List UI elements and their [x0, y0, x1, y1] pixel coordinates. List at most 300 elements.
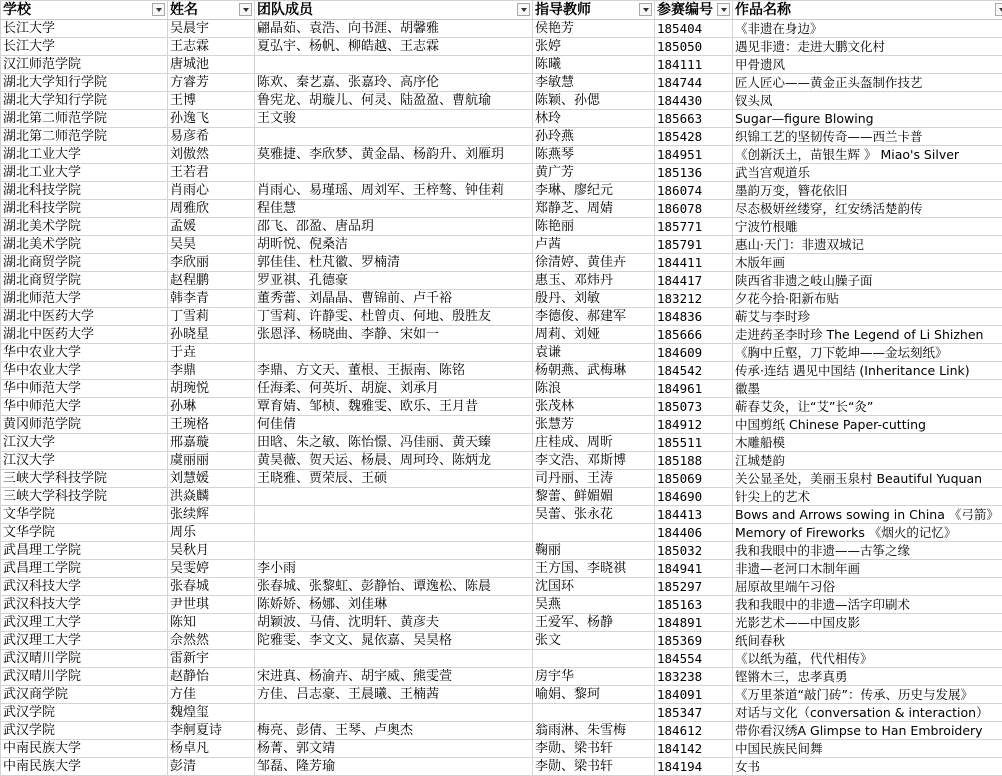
school-cell[interactable]: 湖北第二师范学院 [1, 110, 168, 128]
advisor-cell[interactable]: 司丹丽、王涛 [533, 470, 655, 488]
advisor-cell[interactable]: 王爱军、杨静 [533, 614, 655, 632]
name-cell[interactable]: 王琬格 [168, 416, 255, 434]
entry-id-cell[interactable]: 184411 [655, 254, 733, 272]
advisor-cell[interactable]: 李琳、廖纪元 [533, 182, 655, 200]
school-cell[interactable]: 湖北工业大学 [1, 164, 168, 182]
work-title-cell[interactable]: 织锦工艺的坚韧传奇——西兰卡普 [733, 128, 1002, 146]
entry-id-cell[interactable]: 185188 [655, 452, 733, 470]
table-row [1, 236, 1002, 254]
name-cell[interactable]: 方睿芳 [168, 74, 255, 92]
table-row [1, 704, 1002, 722]
table-row [1, 452, 1002, 470]
work-title-cell[interactable]: 陕西省非遗之岐山臊子面 [733, 272, 1002, 290]
team-cell[interactable]: 陈娇娇、杨娜、刘佳琳 [255, 596, 533, 614]
name-cell[interactable]: 易彦希 [168, 128, 255, 146]
entry-id-cell[interactable]: 184142 [655, 740, 733, 758]
team-cell[interactable]: 张恩泽、杨晓曲、李静、宋如一 [255, 326, 533, 344]
entry-id-cell[interactable]: 184542 [655, 362, 733, 380]
name-cell[interactable]: 刘慧媛 [168, 470, 255, 488]
table-row [1, 416, 1002, 434]
work-title-cell[interactable]: 光影艺术——中国皮影 [733, 614, 1002, 632]
entry-id-cell[interactable]: 184744 [655, 74, 733, 92]
advisor-cell[interactable]: 王方国、李晓祺 [533, 560, 655, 578]
entry-id-cell[interactable]: 184941 [655, 560, 733, 578]
table-row [1, 254, 1002, 272]
team-cell[interactable]: 夏弘宇、杨帆、柳皓越、王志霖 [255, 38, 533, 56]
name-cell[interactable]: 肖雨心 [168, 182, 255, 200]
filter-dropdown-icon[interactable] [517, 3, 530, 16]
advisor-cell[interactable]: 周莉、刘娅 [533, 326, 655, 344]
name-cell[interactable]: 邢嘉璇 [168, 434, 255, 452]
advisor-cell[interactable]: 吴蕾、张永花 [533, 506, 655, 524]
school-cell[interactable]: 武汉晴川学院 [1, 650, 168, 668]
entry-id-cell[interactable]: 184912 [655, 416, 733, 434]
advisor-cell[interactable]: 房宇华 [533, 668, 655, 686]
work-title-cell[interactable]: 木雕船模 [733, 434, 1002, 452]
work-title-cell[interactable]: 蕲艾与李时珍 [733, 308, 1002, 326]
entry-id-cell[interactable]: 185297 [655, 578, 733, 596]
school-cell[interactable]: 中南民族大学 [1, 758, 168, 776]
school-cell[interactable]: 武汉科技大学 [1, 578, 168, 596]
name-cell[interactable]: 吴晨宇 [168, 20, 255, 38]
team-cell[interactable]: 杨菁、郭文靖 [255, 740, 533, 758]
entry-id-cell[interactable]: 184891 [655, 614, 733, 632]
work-title-cell[interactable]: Memory of Fireworks 《烟火的记忆》 [733, 524, 1002, 542]
advisor-cell[interactable]: 林玲 [533, 110, 655, 128]
name-cell[interactable]: 张续辉 [168, 506, 255, 524]
table-row [1, 200, 1002, 218]
school-cell[interactable]: 湖北中医药大学 [1, 326, 168, 344]
header-label: 参赛编号 [657, 2, 713, 18]
school-cell[interactable]: 江汉大学 [1, 452, 168, 470]
school-cell[interactable]: 文华学院 [1, 506, 168, 524]
team-cell[interactable]: 邵飞、邵盈、唐品玥 [255, 218, 533, 236]
entry-id-cell[interactable]: 186078 [655, 200, 733, 218]
table-row [1, 38, 1002, 56]
column-header-team[interactable] [255, 1, 533, 20]
advisor-cell[interactable]: 侯艳芳 [533, 20, 655, 38]
advisor-cell[interactable]: 李勋、梁书轩 [533, 740, 655, 758]
team-cell[interactable] [255, 650, 533, 668]
table-row [1, 380, 1002, 398]
team-cell[interactable] [255, 506, 533, 524]
name-cell[interactable]: 孙琳 [168, 398, 255, 416]
advisor-cell[interactable]: 鞠丽 [533, 542, 655, 560]
entry-id-cell[interactable]: 185073 [655, 398, 733, 416]
entry-id-cell[interactable]: 185050 [655, 38, 733, 56]
table-row [1, 164, 1002, 182]
work-title-cell[interactable]: 关公显圣处，美丽玉泉村 Beautiful Yuquan [733, 470, 1002, 488]
work-title-cell[interactable]: 蕲春艾灸，让“艾”长“灸” [733, 398, 1002, 416]
team-cell[interactable]: 陀雅雯、李文文、晁依嘉、吴昊格 [255, 632, 533, 650]
entry-id-cell[interactable]: 185163 [655, 596, 733, 614]
table-row [1, 146, 1002, 164]
entry-id-cell[interactable]: 184194 [655, 758, 733, 776]
entry-id-cell[interactable]: 185404 [655, 20, 733, 38]
team-cell[interactable]: 任海柔、何英圻、胡旋、刘承月 [255, 380, 533, 398]
team-cell[interactable]: 罗亚祺、孔德豪 [255, 272, 533, 290]
team-cell[interactable]: 翩晶茹、袁浩、向书涯、胡馨雅 [255, 20, 533, 38]
name-cell[interactable]: 孟媛 [168, 218, 255, 236]
work-title-cell[interactable]: 中国剪纸 Chinese Paper-cutting [733, 416, 1002, 434]
advisor-cell[interactable]: 沈国环 [533, 578, 655, 596]
work-title-cell[interactable]: 纸间春秋 [733, 632, 1002, 650]
name-cell[interactable]: 赵静怡 [168, 668, 255, 686]
advisor-cell[interactable]: 李文浩、邓斯博 [533, 452, 655, 470]
entry-id-cell[interactable]: 185791 [655, 236, 733, 254]
school-cell[interactable]: 湖北工业大学 [1, 146, 168, 164]
name-cell[interactable]: 孙晓星 [168, 326, 255, 344]
name-cell[interactable]: 李鼎 [168, 362, 255, 380]
work-title-cell[interactable]: 墨韵万变，簪花依旧 [733, 182, 1002, 200]
work-title-cell[interactable]: 非遗—老河口木制年画 [733, 560, 1002, 578]
entry-id-cell[interactable]: 185369 [655, 632, 733, 650]
work-title-cell[interactable]: 徽墨 [733, 380, 1002, 398]
filter-dropdown-icon[interactable] [639, 3, 652, 16]
entry-id-cell[interactable]: 184836 [655, 308, 733, 326]
entry-id-cell[interactable]: 185032 [655, 542, 733, 560]
team-cell[interactable] [255, 488, 533, 506]
table-row [1, 362, 1002, 380]
team-cell[interactable] [255, 164, 533, 182]
team-cell[interactable]: 梅亮、彭倩、王琴、卢奥杰 [255, 722, 533, 740]
advisor-cell[interactable]: 喻娟、黎珂 [533, 686, 655, 704]
table-row [1, 272, 1002, 290]
work-title-cell[interactable]: 宁波竹根雕 [733, 218, 1002, 236]
name-cell[interactable]: 王若君 [168, 164, 255, 182]
name-cell[interactable]: 杨卓凡 [168, 740, 255, 758]
team-cell[interactable] [255, 344, 533, 362]
column-header-entry-id[interactable] [655, 1, 733, 20]
table-row [1, 740, 1002, 758]
name-cell[interactable]: 吴秋月 [168, 542, 255, 560]
work-title-cell[interactable]: 惠山·天门：非遗双城记 [733, 236, 1002, 254]
advisor-cell[interactable]: 庄桂成、周昕 [533, 434, 655, 452]
work-title-cell[interactable]: 钗头凤 [733, 92, 1002, 110]
advisor-cell[interactable]: 徐清婷、黄佳卉 [533, 254, 655, 272]
advisor-cell[interactable] [533, 524, 655, 542]
filter-dropdown-icon[interactable] [152, 3, 165, 16]
team-cell[interactable]: 郭佳佳、杜芃徽、罗楠清 [255, 254, 533, 272]
advisor-cell[interactable]: 张慧芳 [533, 416, 655, 434]
name-cell[interactable]: 周乐 [168, 524, 255, 542]
school-cell[interactable]: 华中农业大学 [1, 362, 168, 380]
school-cell[interactable]: 武汉科技大学 [1, 596, 168, 614]
team-cell[interactable]: 肖雨心、易瑾瑶、周刘军、王梓骜、钟佳莉 [255, 182, 533, 200]
work-title-cell[interactable]: 武当宫观道乐 [733, 164, 1002, 182]
advisor-cell[interactable]: 陈燕琴 [533, 146, 655, 164]
work-title-cell[interactable]: 匠人匠心——黄金正头盔制作技艺 [733, 74, 1002, 92]
work-title-cell[interactable]: 《非遗在身边》 [733, 20, 1002, 38]
entry-id-cell[interactable]: 185511 [655, 434, 733, 452]
table-row [1, 722, 1002, 740]
entry-id-cell[interactable]: 185428 [655, 128, 733, 146]
column-header-school[interactable] [1, 1, 168, 20]
school-cell[interactable]: 三峡大学科技学院 [1, 470, 168, 488]
table-row [1, 92, 1002, 110]
school-cell[interactable]: 黄冈师范学院 [1, 416, 168, 434]
column-header-work-title[interactable] [733, 1, 1002, 20]
team-cell[interactable]: 丁雪莉、许静雯、杜曾贞、何地、殷胜友 [255, 308, 533, 326]
school-cell[interactable]: 武汉理工大学 [1, 632, 168, 650]
header-row [1, 1, 1002, 20]
name-cell[interactable]: 吴雯婷 [168, 560, 255, 578]
school-cell[interactable]: 武汉晴川学院 [1, 668, 168, 686]
school-cell[interactable]: 武昌理工学院 [1, 542, 168, 560]
table-row [1, 524, 1002, 542]
table-row [1, 20, 1002, 38]
team-cell[interactable]: 王文骏 [255, 110, 533, 128]
work-title-cell[interactable]: 传承·连结 遇见中国结 (Inheritance Link) [733, 362, 1002, 380]
school-cell[interactable]: 长江大学 [1, 38, 168, 56]
name-cell[interactable]: 虞丽丽 [168, 452, 255, 470]
work-title-cell[interactable]: 甲骨遗风 [733, 56, 1002, 74]
table-row [1, 470, 1002, 488]
work-title-cell[interactable]: 木版年画 [733, 254, 1002, 272]
work-title-cell[interactable]: 我和我眼中的非遗—活字印刷术 [733, 596, 1002, 614]
name-cell[interactable]: 彭清 [168, 758, 255, 776]
team-cell[interactable]: 李鼎、方文天、董根、王振南、陈铭 [255, 362, 533, 380]
filter-dropdown-icon[interactable] [995, 3, 1002, 16]
team-cell[interactable]: 何佳倩 [255, 416, 533, 434]
work-title-cell[interactable]: 尽态极妍丝缕穿，红安绣活楚韵传 [733, 200, 1002, 218]
work-title-cell[interactable]: 女书 [733, 758, 1002, 776]
work-title-cell[interactable]: Bows and Arrows sowing in China 《弓箭》 [733, 506, 1002, 524]
name-cell[interactable]: 韩李青 [168, 290, 255, 308]
team-cell[interactable]: 覃育婧、邹桢、魏雅雯、欧乐、王月昔 [255, 398, 533, 416]
table-row [1, 218, 1002, 236]
entry-id-cell[interactable]: 186074 [655, 182, 733, 200]
name-cell[interactable]: 唐城池 [168, 56, 255, 74]
entry-id-cell[interactable]: 183238 [655, 668, 733, 686]
school-cell[interactable]: 华中师范大学 [1, 380, 168, 398]
team-cell[interactable]: 胡昕悦、倪桑洁 [255, 236, 533, 254]
advisor-cell[interactable]: 黎蕾、鲜媚媚 [533, 488, 655, 506]
school-cell[interactable]: 长江大学 [1, 20, 168, 38]
school-cell[interactable]: 武汉理工大学 [1, 614, 168, 632]
advisor-cell[interactable]: 李德俊、郝建军 [533, 308, 655, 326]
school-cell[interactable]: 武昌理工学院 [1, 560, 168, 578]
school-cell[interactable]: 湖北美术学院 [1, 236, 168, 254]
table-row [1, 182, 1002, 200]
table-row [1, 308, 1002, 326]
advisor-cell[interactable]: 陈浪 [533, 380, 655, 398]
filter-dropdown-icon[interactable] [239, 3, 252, 16]
school-cell[interactable]: 中南民族大学 [1, 740, 168, 758]
school-cell[interactable]: 武汉学院 [1, 722, 168, 740]
header-label: 指导教师 [535, 2, 591, 18]
work-title-cell[interactable]: 走进药圣李时珍 The Legend of Li Shizhen [733, 326, 1002, 344]
advisor-cell[interactable]: 李敏慧 [533, 74, 655, 92]
team-cell[interactable] [255, 524, 533, 542]
name-cell[interactable]: 王博 [168, 92, 255, 110]
advisor-cell[interactable]: 陈艳丽 [533, 218, 655, 236]
table-row [1, 434, 1002, 452]
team-cell[interactable]: 李小雨 [255, 560, 533, 578]
school-cell[interactable]: 武汉商学院 [1, 686, 168, 704]
team-cell[interactable] [255, 56, 533, 74]
name-cell[interactable]: 洪焱麟 [168, 488, 255, 506]
table-row [1, 74, 1002, 92]
name-cell[interactable]: 李欣丽 [168, 254, 255, 272]
work-title-cell[interactable]: 《创新沃土，苗银生辉 》 Miao's Silver [733, 146, 1002, 164]
work-title-cell[interactable]: Sugar—figure Blowing [733, 110, 1002, 128]
entry-id-cell[interactable]: 185347 [655, 704, 733, 722]
school-cell[interactable]: 湖北大学知行学院 [1, 74, 168, 92]
name-cell[interactable]: 丁雪莉 [168, 308, 255, 326]
filter-dropdown-icon[interactable] [717, 3, 730, 16]
column-header-advisor[interactable] [533, 1, 655, 20]
work-title-cell[interactable]: 《万里茶道“敲门砖”：传承、历史与发展》 [733, 686, 1002, 704]
advisor-cell[interactable]: 张婷 [533, 38, 655, 56]
header-label: 姓名 [170, 2, 198, 18]
school-cell[interactable]: 湖北师范大学 [1, 290, 168, 308]
name-cell[interactable]: 张春城 [168, 578, 255, 596]
school-cell[interactable]: 武汉学院 [1, 704, 168, 722]
name-cell[interactable]: 孙逸飞 [168, 110, 255, 128]
school-cell[interactable]: 湖北商贸学院 [1, 272, 168, 290]
advisor-cell[interactable]: 张文 [533, 632, 655, 650]
school-cell[interactable]: 湖北中医药大学 [1, 308, 168, 326]
entry-id-cell[interactable]: 184406 [655, 524, 733, 542]
table-row [1, 542, 1002, 560]
advisor-cell[interactable]: 翁雨淋、朱雪梅 [533, 722, 655, 740]
team-cell[interactable]: 邹磊、隆芳瑜 [255, 758, 533, 776]
header-label: 团队成员 [257, 2, 313, 18]
team-cell[interactable]: 张春城、张黎虹、彭静怡、谭逸松、陈晨 [255, 578, 533, 596]
table-row [1, 128, 1002, 146]
advisor-cell[interactable]: 陈曦 [533, 56, 655, 74]
team-cell[interactable]: 黄昊薇、贺天运、杨晨、周珂玲、陈炳龙 [255, 452, 533, 470]
entry-id-cell[interactable]: 184554 [655, 650, 733, 668]
work-title-cell[interactable]: 《胸中丘壑，刀下乾坤——金坛刻纸》 [733, 344, 1002, 362]
school-cell[interactable]: 三峡大学科技学院 [1, 488, 168, 506]
name-cell[interactable]: 尹世琪 [168, 596, 255, 614]
work-title-cell[interactable]: 遇见非遗：走进大鹏文化村 [733, 38, 1002, 56]
school-cell[interactable]: 湖北第二师范学院 [1, 128, 168, 146]
name-cell[interactable]: 周雅欣 [168, 200, 255, 218]
team-cell[interactable]: 田晗、朱之敏、陈怡憬、冯佳丽、黄天臻 [255, 434, 533, 452]
name-cell[interactable]: 雷新宇 [168, 650, 255, 668]
name-cell[interactable]: 胡琬悦 [168, 380, 255, 398]
entry-id-cell[interactable]: 185136 [655, 164, 733, 182]
school-cell[interactable]: 华中师范大学 [1, 398, 168, 416]
entry-id-cell[interactable]: 183212 [655, 290, 733, 308]
name-cell[interactable]: 李舸夏诗 [168, 722, 255, 740]
table-row [1, 668, 1002, 686]
school-cell[interactable]: 文华学院 [1, 524, 168, 542]
name-cell[interactable]: 佘然然 [168, 632, 255, 650]
name-cell[interactable]: 于垚 [168, 344, 255, 362]
name-cell[interactable]: 吴昊 [168, 236, 255, 254]
team-cell[interactable] [255, 128, 533, 146]
table-row [1, 488, 1002, 506]
advisor-cell[interactable]: 郑静芝、周婧 [533, 200, 655, 218]
advisor-cell[interactable] [533, 650, 655, 668]
entry-id-cell[interactable]: 184690 [655, 488, 733, 506]
entry-id-cell[interactable]: 184961 [655, 380, 733, 398]
team-cell[interactable]: 方佳、吕志豪、王晨曦、王楠茜 [255, 686, 533, 704]
name-cell[interactable]: 赵程鹏 [168, 272, 255, 290]
entry-id-cell[interactable]: 184430 [655, 92, 733, 110]
team-cell[interactable]: 莫雅捷、李欣梦、黄金晶、杨韵升、刘雁玥 [255, 146, 533, 164]
advisor-cell[interactable]: 李勋、梁书轩 [533, 758, 655, 776]
entry-id-cell[interactable]: 184111 [655, 56, 733, 74]
name-cell[interactable]: 刘傲然 [168, 146, 255, 164]
entry-id-cell[interactable]: 184609 [655, 344, 733, 362]
entry-id-cell[interactable]: 184413 [655, 506, 733, 524]
entry-id-cell[interactable]: 184612 [655, 722, 733, 740]
school-cell[interactable]: 湖北科技学院 [1, 182, 168, 200]
name-cell[interactable]: 陈知 [168, 614, 255, 632]
work-title-cell[interactable]: 中国民族民间舞 [733, 740, 1002, 758]
school-cell[interactable]: 汉江师范学院 [1, 56, 168, 74]
work-title-cell[interactable]: 《以纸为蕴，代代相传》 [733, 650, 1002, 668]
advisor-cell[interactable]: 孙玲燕 [533, 128, 655, 146]
advisor-cell[interactable]: 黄广芳 [533, 164, 655, 182]
name-cell[interactable]: 方佳 [168, 686, 255, 704]
school-cell[interactable]: 湖北科技学院 [1, 200, 168, 218]
work-title-cell[interactable]: 针尖上的艺术 [733, 488, 1002, 506]
table-row [1, 686, 1002, 704]
name-cell[interactable]: 王志霖 [168, 38, 255, 56]
column-header-name[interactable] [168, 1, 255, 20]
entry-id-cell[interactable]: 184951 [655, 146, 733, 164]
advisor-cell[interactable] [533, 704, 655, 722]
work-title-cell[interactable]: 对话与文化（conversation & interaction） [733, 704, 1002, 722]
team-cell[interactable]: 董秀蕾、刘晶晶、曹锦前、卢千裕 [255, 290, 533, 308]
advisor-cell[interactable]: 卢茜 [533, 236, 655, 254]
work-title-cell[interactable]: 铿锵木三，忠孝真勇 [733, 668, 1002, 686]
school-cell[interactable]: 湖北美术学院 [1, 218, 168, 236]
school-cell[interactable]: 湖北商贸学院 [1, 254, 168, 272]
team-cell[interactable]: 王晓雅、贾荣辰、王硕 [255, 470, 533, 488]
table-row [1, 578, 1002, 596]
entry-id-cell[interactable]: 185069 [655, 470, 733, 488]
team-cell[interactable]: 宋进真、杨渝卉、胡宇威、熊雯萱 [255, 668, 533, 686]
team-cell[interactable]: 程佳慧 [255, 200, 533, 218]
advisor-cell[interactable]: 吴燕 [533, 596, 655, 614]
work-title-cell[interactable]: 夕花今拾·阳新布贴 [733, 290, 1002, 308]
advisor-cell[interactable]: 惠玉、邓炜丹 [533, 272, 655, 290]
advisor-cell[interactable]: 袁谦 [533, 344, 655, 362]
school-cell[interactable]: 江汉大学 [1, 434, 168, 452]
table-row [1, 110, 1002, 128]
team-cell[interactable] [255, 542, 533, 560]
team-cell[interactable]: 鲁宪龙、胡璇儿、何灵、陆盈盈、曹航瑜 [255, 92, 533, 110]
entry-id-cell[interactable]: 185663 [655, 110, 733, 128]
entry-id-cell[interactable]: 184091 [655, 686, 733, 704]
entry-id-cell[interactable]: 185771 [655, 218, 733, 236]
entry-id-cell[interactable]: 184417 [655, 272, 733, 290]
school-cell[interactable]: 湖北大学知行学院 [1, 92, 168, 110]
team-cell[interactable]: 陈欢、秦艺嘉、张嘉玲、高序伦 [255, 74, 533, 92]
work-title-cell[interactable]: 屈原故里端午习俗 [733, 578, 1002, 596]
advisor-cell[interactable]: 张茂林 [533, 398, 655, 416]
advisor-cell[interactable]: 殷丹、刘敏 [533, 290, 655, 308]
team-cell[interactable] [255, 704, 533, 722]
table-row [1, 614, 1002, 632]
name-cell[interactable]: 魏煌玺 [168, 704, 255, 722]
school-cell[interactable]: 华中农业大学 [1, 344, 168, 362]
work-title-cell[interactable]: 我和我眼中的非遗——古筝之缘 [733, 542, 1002, 560]
advisor-cell[interactable]: 杨朝燕、武梅琳 [533, 362, 655, 380]
team-cell[interactable]: 胡颖波、马倩、沈明轩、黄彦夫 [255, 614, 533, 632]
work-title-cell[interactable]: 江城楚韵 [733, 452, 1002, 470]
work-title-cell[interactable]: 带你看汉绣A Glimpse to Han Embroidery [733, 722, 1002, 740]
advisor-cell[interactable]: 陈颖、孙偲 [533, 92, 655, 110]
entry-id-cell[interactable]: 185666 [655, 326, 733, 344]
